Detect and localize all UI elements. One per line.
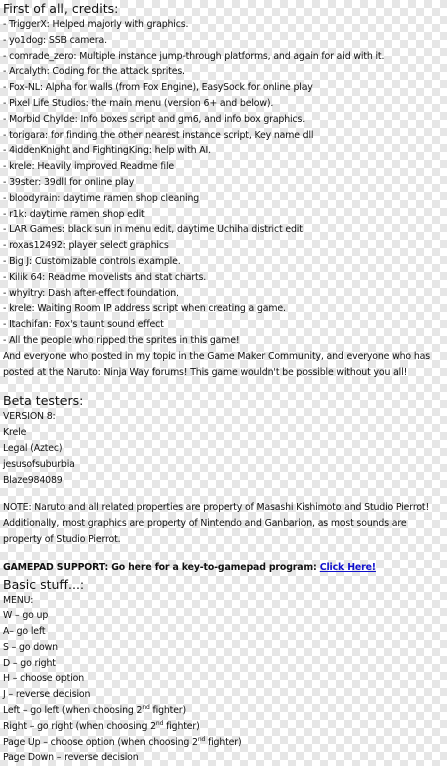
- credit-item: - krele: Heavily improved Readme file: [3, 161, 175, 173]
- credit-item: - Kilik 64: Readme movelists and stat charts.: [3, 271, 207, 283]
- credit-item: - krele: Waiting Room IP address script when creating a game.: [3, 303, 286, 315]
- document-page: [3, 0, 445, 766]
- credit-item: - TriggerX: Helped majorly with graphics.: [3, 19, 189, 30]
- credit-item: - r1k: daytime ramen shop edit: [3, 208, 145, 220]
- credit-item: - Morbid Chylde: Info boxes script and gm6, and info box graphics.: [3, 113, 306, 125]
- credit-item: - roxas12492: player select graphics: [3, 240, 169, 252]
- ordinal-suffix: nd: [197, 735, 206, 743]
- credit-item: - LAR Games: black sun in menu edit, daytime Uchiha district edit: [3, 224, 303, 236]
- beta-tester: jesusofsuburbia: [3, 458, 75, 470]
- basics-heading: Basic stuff...:: [3, 576, 85, 592]
- credit-item: - comrade_zero: Multiple instance jump-through platforms, and again for aid with it.: [3, 50, 385, 62]
- beta-version: VERSION 8:: [3, 411, 56, 423]
- menu-control: [3, 719, 445, 735]
- menu-control: A– go left: [3, 626, 46, 638]
- control-text: Right – go right (when choosing 2: [3, 720, 156, 732]
- credit-item: - Arcalyth: Coding for the attack sprites.: [3, 66, 185, 78]
- menu-control: J – reverse decision: [3, 689, 91, 701]
- gamepad-link[interactable]: Click Here!: [319, 561, 376, 573]
- credits-heading: First of all, credits:: [3, 1, 119, 16]
- credit-item: - yo1dog: SSB camera.: [3, 34, 107, 46]
- ordinal-suffix: nd: [142, 704, 150, 712]
- credit-item: - torigara: for finding the other nearest instance script, Key name dll: [3, 129, 314, 141]
- menu-control: D – go right: [3, 657, 56, 669]
- control-text: fighter): [163, 720, 200, 732]
- credit-item: - Itachifan: Fox's taunt sound effect: [3, 319, 164, 331]
- menu-control: S – go down: [3, 641, 58, 653]
- ordinal-suffix: nd: [155, 719, 164, 727]
- beta-tester: Blaze984089: [3, 474, 63, 486]
- credit-item: - Fox-NL: Alpha for walls (from Fox Engine), EasySock for online play: [3, 82, 313, 94]
- credit-item: - whyitry: Dash after-effect foundation.: [3, 287, 179, 299]
- credit-item: - Pixel Life Studios: the main menu (version 6+ and below).: [3, 97, 274, 109]
- copyright-note: NOTE: Naruto and all related properties are property of Masashi Kishimoto and Studio Pierrot! Additionally, most graphics are property of Nintendo and Ganbarion, as most sounds are property of Studio Pierrot.: [3, 502, 430, 545]
- gamepad-text: GAMEPAD SUPPORT: Go here for a key-to-gamepad program:: [3, 561, 317, 573]
- credit-item: - 39ster: 39dll for online play: [3, 176, 135, 188]
- menu-control: [3, 703, 445, 719]
- credit-item: - 4iddenKnight and FightingKing: help with AI.: [3, 145, 211, 157]
- menu-label: MENU:: [3, 594, 34, 606]
- credits-closing: And everyone who posted in my topic in the Game Maker Community, and everyone who has posted at the Naruto: Ninja Way forums! This game wouldn't be possible without you all!: [3, 350, 430, 378]
- control-text: fighter): [205, 736, 242, 748]
- control-text: fighter): [149, 705, 187, 717]
- credit-item: - Big J: Customizable controls example.: [3, 255, 181, 267]
- menu-control: H – choose option: [3, 673, 84, 685]
- gamepad-support: [3, 560, 445, 576]
- menu-control: [3, 735, 445, 751]
- credit-item: - bloodyrain: daytime ramen shop cleaning: [3, 192, 200, 204]
- beta-tester: Krele: [3, 427, 27, 439]
- control-text: Page Up – choose option (when choosing 2: [3, 736, 198, 748]
- beta-tester: Legal (Aztec): [3, 442, 63, 454]
- control-text: Left – go left (when choosing 2: [3, 705, 143, 717]
- credits-list: [3, 17, 445, 349]
- credit-item: - All the people who ripped the sprites in this game!: [3, 334, 240, 346]
- beta-heading: Beta testers:: [3, 393, 84, 409]
- menu-control: W – go up: [3, 610, 49, 622]
- menu-control: Page Down – reverse decision: [3, 752, 139, 764]
